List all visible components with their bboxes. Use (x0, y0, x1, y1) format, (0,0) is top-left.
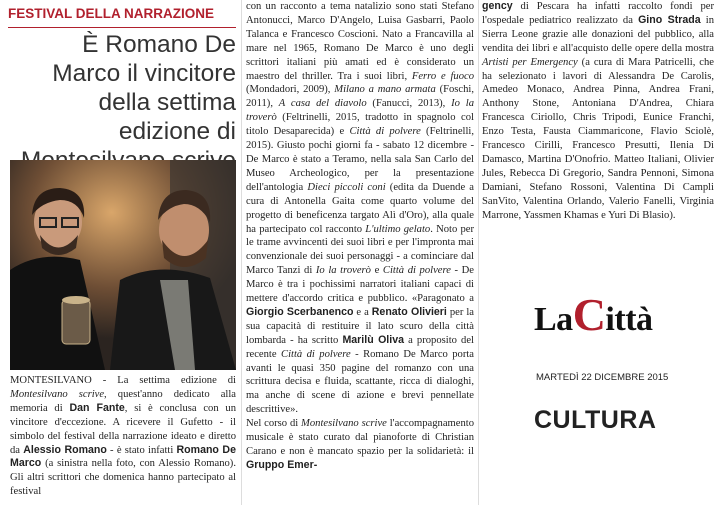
article-column-1 (10, 374, 236, 499)
logo-letter-c: C (572, 289, 606, 340)
kicker-divider (8, 27, 236, 28)
text-run: (a sinistra nella foto, con Alessio Romano). Gli altri scrittori che domenica hanno partecipato al festival (10, 458, 236, 498)
paragraph (246, 0, 474, 417)
text-run: - De Marco è tra i pochissimi narratori italiani capaci di mettere d'accordo critica e pubblico. «Paragonato a (246, 265, 474, 305)
text-run-bold: Renato Olivieri (371, 305, 447, 318)
text-run-italic: Montesilvano scrive (10, 388, 105, 400)
text-run-italic: Ferro e fuoco (411, 70, 474, 82)
text-run-bold: Gruppo Emer- (246, 458, 318, 471)
text-run: (a cura di Mara Patricelli, che ha selezionato i lavori di Alessandra De Carolis, Amedeo Monaco, Andrea Pinna, Andrea Frani, Anthony Stone, Antoniana D'Andrea, Chiara Francesca Ciriollo, Chris Tripodi, Eunice Franchi, Enzo Testa, Fausta Ciammaricone, Flavio Sciolè, Francesco Cirilli, Francesco Presutti, Ilenia Di Damasco, Martina D'Onofrio. Matteo Italiani, Olivier Jules, Rebecca Di Gregorio, Sandra Pennoni, Simona Damiani, Stefano Rossoni, Valentina Di Campli SanVito, Valentina Orlando, Valerio Fanelli, Virginia Marrone, Yassmen Khamas e Yuri Di Blasio). (482, 56, 714, 221)
column-divider (241, 0, 242, 505)
text-run-italic: A casa del diavolo (278, 98, 367, 110)
text-run-bold: Dan Fante (69, 401, 125, 414)
text-run: (Feltrinelli, 2015). Giusto pochi giorni fa - sabato 12 dicembre - De Marco è stato a Teramo, nella sala San Carlo del Museo Archeologico, per la presentazione dell'antologia (246, 126, 475, 193)
logo-text: La (534, 301, 573, 338)
text-run: per la sua capacità di restituire il lato scuro della città lombarda - ha scritto (246, 306, 474, 346)
text-run: - è stato infatti (106, 444, 177, 456)
text-run: (Foschi, 2011), (246, 84, 474, 110)
text-run: e a (353, 306, 372, 318)
text-run-bold: Alessio Romano (23, 443, 107, 456)
article-headline: È Romano De Marco il vincitore della settima edizione di (52, 31, 236, 145)
paragraph (246, 417, 474, 473)
text-run-italic: Città di polvere (281, 348, 351, 360)
text-run: , si è conclusa con un vincitore d'eccezione. A ricevere il Gufetto - il simbolo del festival della narrazione ideato e diretto da (10, 402, 236, 456)
article-photo (10, 160, 236, 370)
text-run: con un racconto a tema natalizio sono stati Stefano Antonucci, Marco D'Angelo, Luisa Gasbarri, Paolo Talanca e Francesco Coscioni. Nato a Francavilla al mare nel 1965, Romano De Marco è uno degli scrittori italiani più amati ed è considerato un maestro del thriller. Tra i suoi libri, (246, 1, 474, 82)
text-run: a proposito del recente (246, 334, 474, 360)
logo-text: ittà (605, 301, 653, 338)
text-run: l'accompagnamento musicale è stato curato dal pianoforte di Christian Carano e non è mancato spazio per la solidarietà: il (246, 418, 474, 457)
text-run: . Noto per le trame avvincenti dei suoi libri e per l'impronta mai convenzionale dei suoi personaggi - a cominciare dal Marco Tanzi di (246, 223, 474, 277)
paragraph (10, 374, 236, 499)
paragraph (482, 0, 714, 223)
text-run: (Fanucci, 2013), (366, 98, 452, 110)
text-run: (Mondadori, 2009), (246, 84, 335, 96)
newspaper-logo (534, 288, 653, 341)
text-run-italic: Montesilvano scrive (301, 418, 387, 430)
photo-illustration (10, 160, 236, 370)
column-divider (478, 0, 479, 505)
article-column-3 (482, 0, 714, 223)
text-run-italic: L'ultimo gelato (365, 223, 431, 235)
section-title: CULTURA (534, 406, 657, 434)
text-run-italic: Io la troverò (315, 265, 371, 277)
text-run-bold: gency (482, 0, 513, 12)
text-run-italic: Dieci piccoli coni (307, 181, 386, 193)
text-run-italic: Città di polvere (382, 265, 451, 277)
text-run-bold: Marilù Oliva (342, 333, 404, 346)
article-column-2 (246, 0, 474, 473)
text-run-bold: Giorgio Scerbanenco (246, 305, 354, 318)
text-run: (Feltrinelli, 2015, tradotto in spagnolo col titolo Desaparecida) e (246, 112, 474, 138)
text-run: Nel corso di (246, 418, 302, 430)
text-run-italic: Milano a mano armata (334, 84, 436, 96)
article-kicker: FESTIVAL DELLA NARRAZIONE (8, 6, 215, 21)
text-run: di Pescara ha infatti raccolto fondi per l'ospedale pediatrico realizzato da (482, 1, 714, 26)
text-run-italic: Artisti per Emergency (482, 56, 578, 68)
text-run-bold: Gino Strada (638, 13, 701, 26)
text-run: , quest'anno dedicato alla memoria di (10, 388, 236, 414)
text-run-italic: Io la troverò (246, 98, 474, 124)
text-run: e (370, 265, 383, 277)
issue-date: MARTEDÌ 22 DICEMBRE 2015 (536, 372, 669, 383)
text-run: MONTESILVANO - La settima edizione di (10, 375, 236, 386)
text-run-italic: Città di polvere (349, 126, 421, 138)
text-run: (edita da Duende a cura di Antonella Gaita come quarto volume del progetto di beneficenza targato Alì d'Oro), alla quale ha partecipato col racconto (246, 181, 474, 235)
text-run: - Romano De Marco porta avanti le quasi 350 pagine del romanzo con una scrittura decisa e fluida, scattante, ricca di dialoghi, ma anche di scene di azione e brevi pennellate descrittive». (246, 348, 475, 416)
text-run: in Sierra Leone grazie alle donazioni del pubblico, alla vendita dei libri e all'acquisto delle opere della mostra (482, 14, 715, 54)
text-run-bold: Romano De Marco (10, 443, 236, 470)
